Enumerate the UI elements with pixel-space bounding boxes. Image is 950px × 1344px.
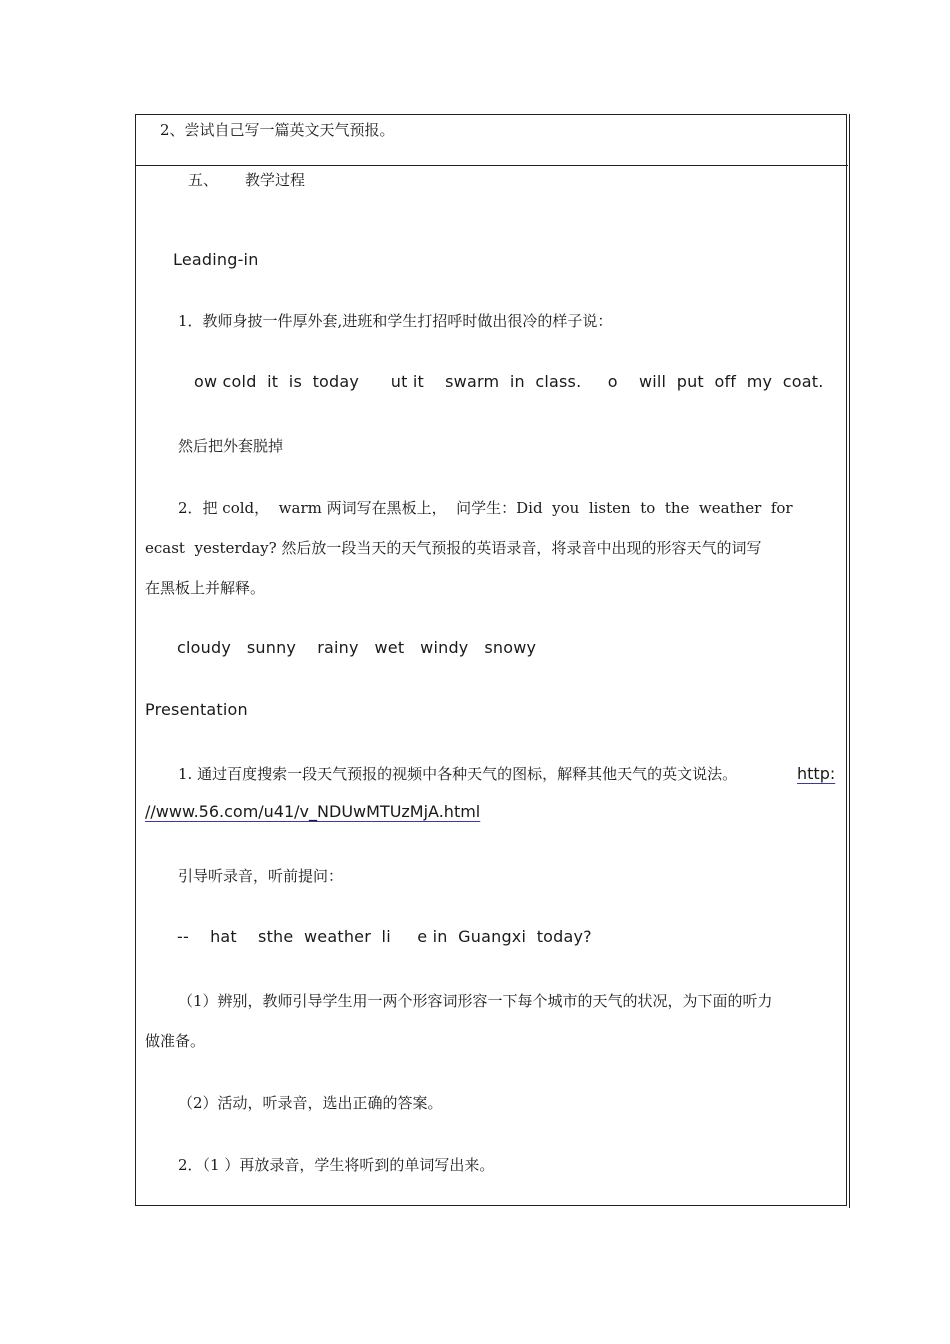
table-row-divider (135, 165, 848, 166)
activity1-line2: 做准备。 (145, 1032, 206, 1050)
step2-line1: 2．把 cold， warm 两词写在黑板上， 问学生：Did you listen to the weather for (178, 499, 793, 517)
presentation-step1: 1. 通过百度搜索一段天气预报的视频中各种天气的图标，解释其他天气的英文说法。 (178, 765, 738, 783)
video-link-part2[interactable]: //www.56.com/u41/v_NDUwMTUzMjA.html (145, 802, 481, 821)
weather-words: cloudy sunny rainy wet windy snowy (177, 638, 537, 657)
step2-line3: 在黑板上并解释。 (145, 579, 266, 597)
pre-listening-question: -- hat sthe weather li e in Guangxi today? (177, 927, 592, 946)
leading-in-heading: Leading-in (173, 250, 259, 269)
guide-listen: 引导听录音，听前提问： (178, 867, 344, 885)
activity1-line1: （1）辨别，教师引导学生用一两个形容词形容一下每个城市的天气的状况，为下面的听力 (178, 992, 773, 1010)
step1-intro: 1．教师身披一件厚外套,进班和学生打招呼时做出很冷的样子说： (178, 312, 613, 330)
step1-after: 然后把外套脱掉 (178, 437, 284, 455)
step2-line2: ecast yesterday? 然后放一段当天的天气预报的英语录音，将录音中出现的形容天气的词写 (145, 539, 762, 557)
objective-text: 2、尝试自己写一篇英文天气预报。 (160, 121, 395, 139)
table-right-border (849, 114, 850, 1208)
step1-speech: ow cold it is today ut it swarm in class. o will put off my coat. (194, 372, 824, 391)
section-title: 教学过程 (245, 171, 306, 189)
section-number: 五、 (188, 171, 219, 189)
step2-replay: 2．（1 ）再放录音，学生将听到的单词写出来。 (178, 1156, 495, 1174)
presentation-heading: Presentation (145, 700, 248, 719)
video-link-part1[interactable]: http: (797, 764, 836, 783)
lesson-table (135, 114, 847, 1206)
activity2: （2）活动，听录音，选出正确的答案。 (178, 1094, 443, 1112)
